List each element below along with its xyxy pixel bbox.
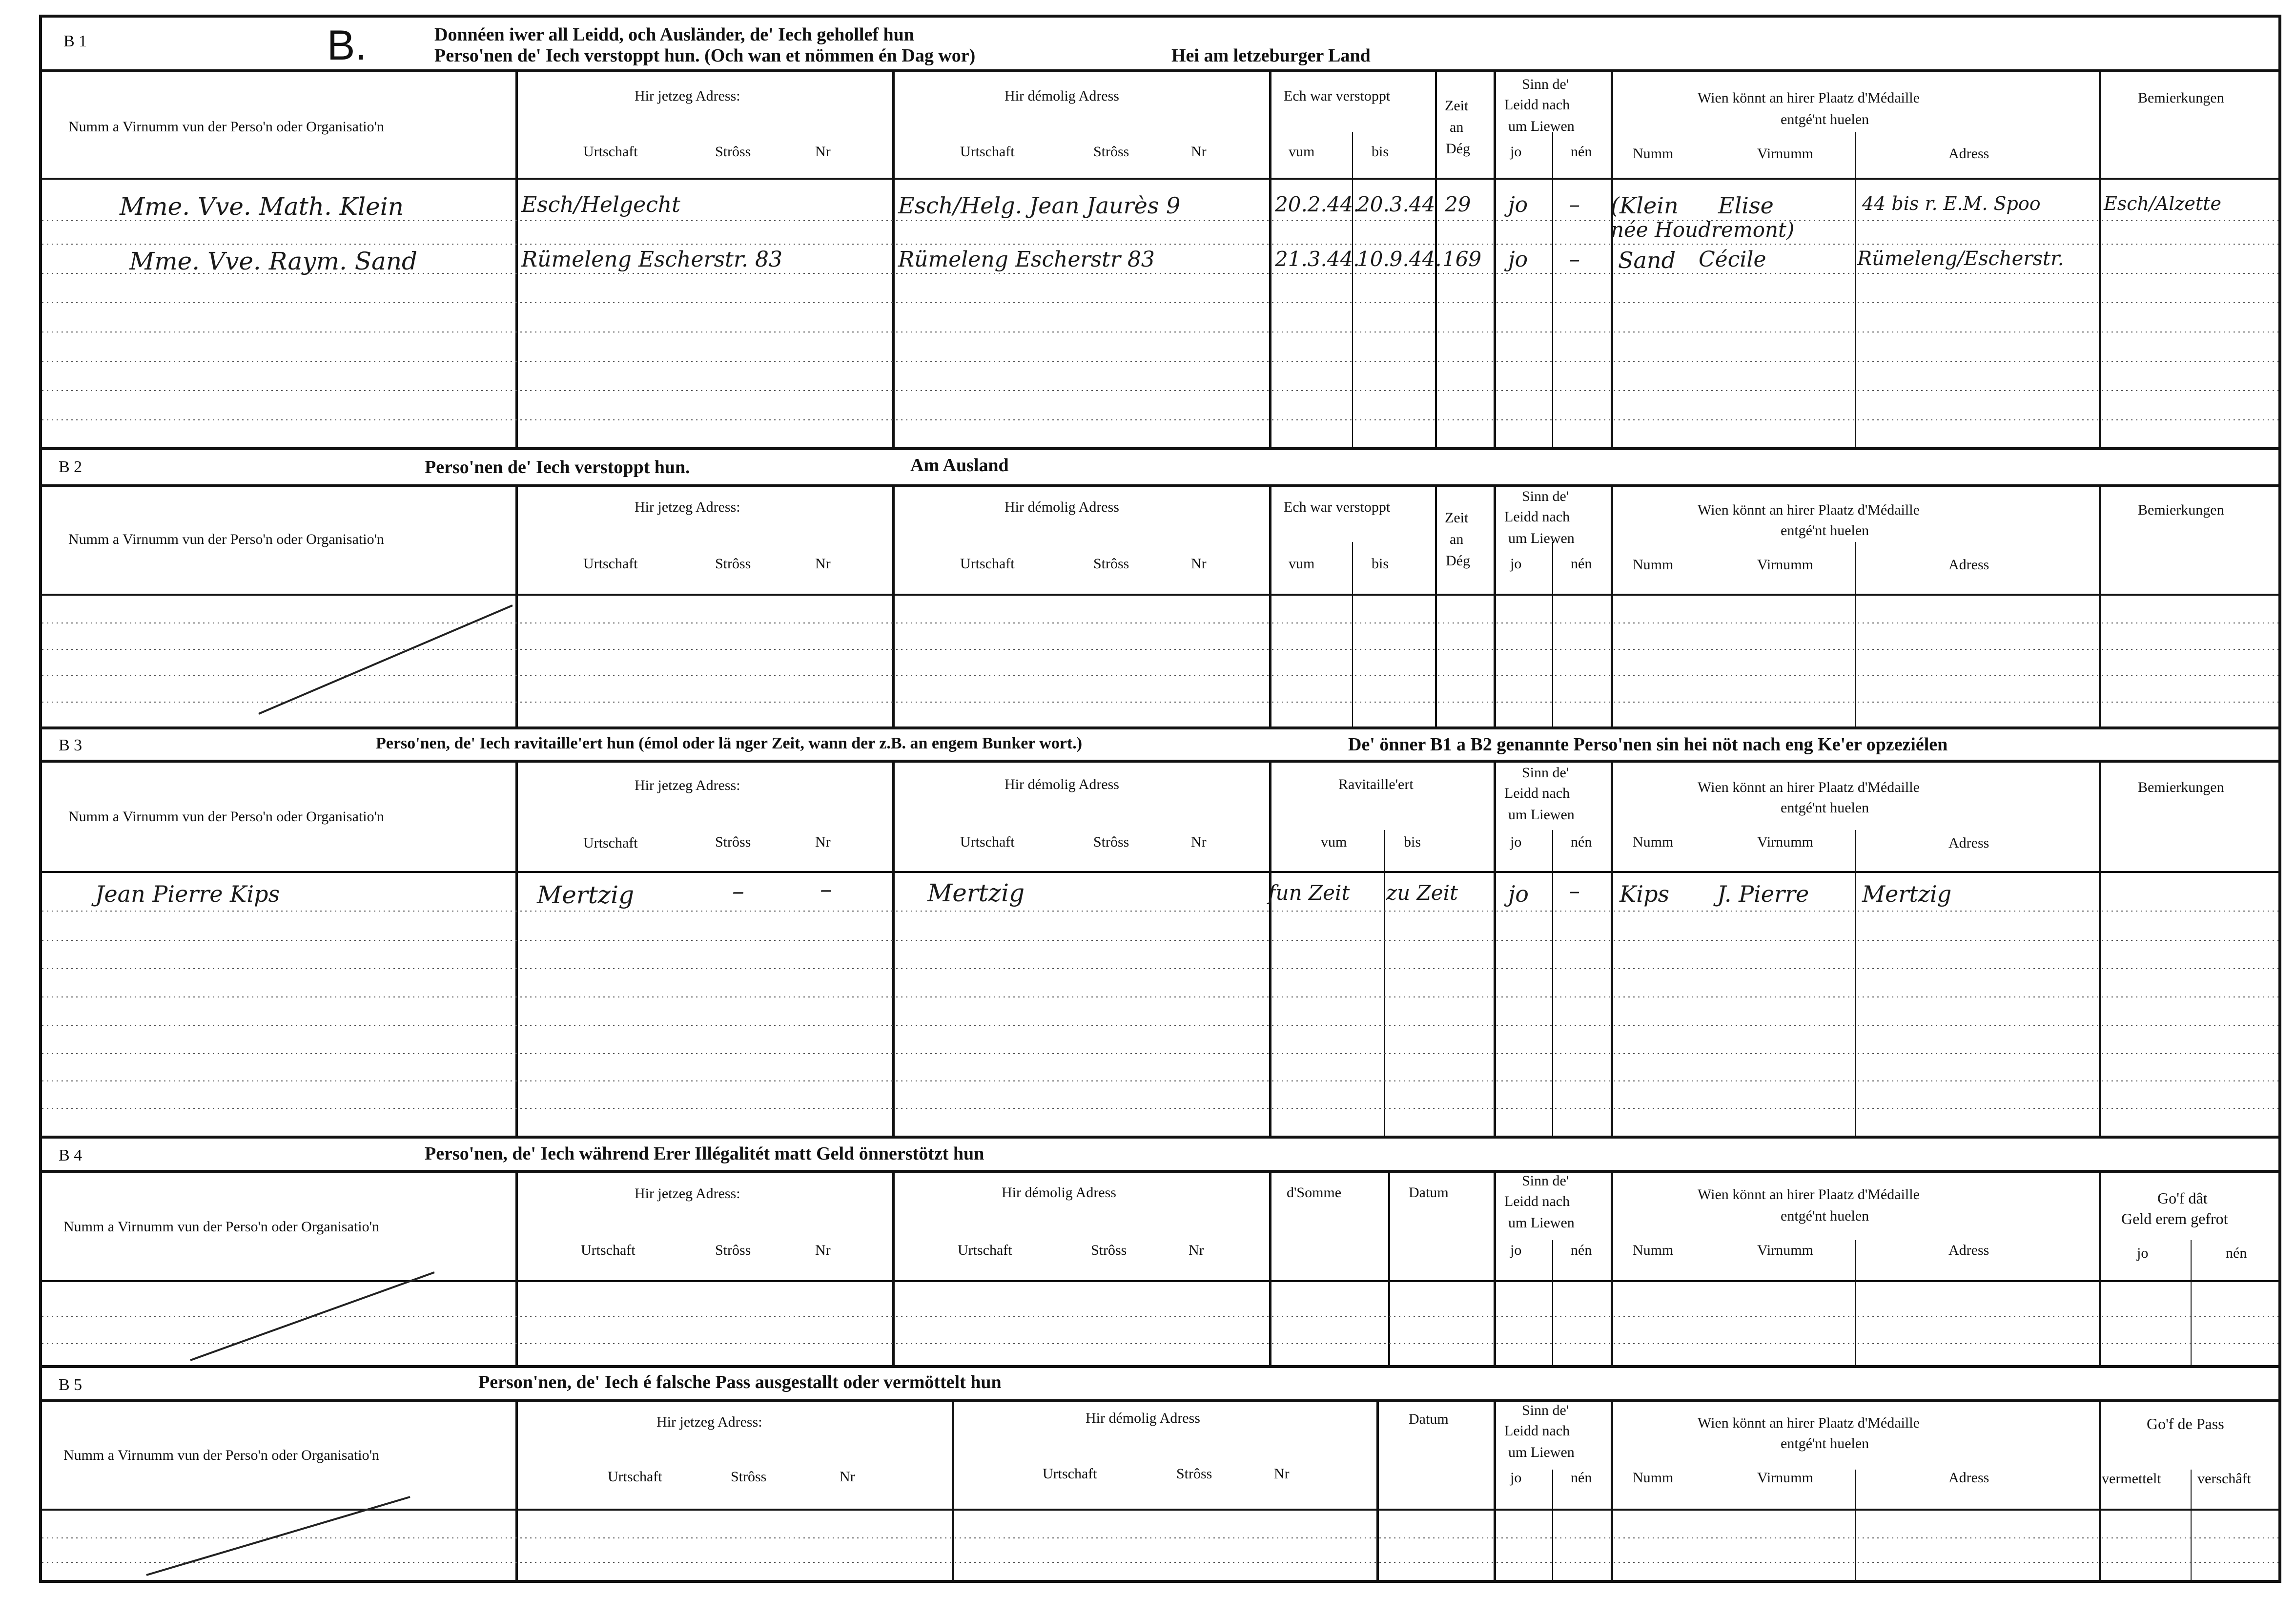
b1-head-jetzeg: Hir jetzeg Adress:	[635, 88, 740, 104]
b1-row1-jo: jo	[1508, 192, 1528, 217]
b1-row1-nen: –	[1569, 192, 1580, 217]
b4-section-id: B 4	[59, 1146, 82, 1164]
b1-head-urtschaft2: Urtschaft	[960, 144, 1015, 160]
b1-row2-name: Mme. Vve. Raym. Sand	[129, 247, 418, 275]
b1-title-extra: Hei am letzeburger Land	[1171, 45, 1371, 66]
b3-title-extra: De' önner B1 a B2 genannte Perso'nen sin hei nöt nach eng Ke'er opzeziélen	[1348, 734, 1948, 755]
b1-head-wien2: entgé'nt huelen	[1781, 111, 1869, 127]
b3-head-jo: jo	[1510, 834, 1522, 850]
b5-head-nr2: Nr	[1274, 1466, 1290, 1482]
b2-head-sinn2: Leidd nach	[1504, 509, 1570, 525]
b2-head-verstoppt: Ech war verstoppt	[1284, 499, 1391, 515]
b3-section-id: B 3	[59, 736, 82, 754]
b2-section-id: B 2	[59, 458, 82, 476]
b5-head-sinn3: um Liewen	[1508, 1444, 1575, 1460]
b2-head-zeit2: an	[1450, 531, 1464, 547]
b3-head-stross2: Strôss	[1093, 834, 1129, 850]
b5-head-jo: jo	[1510, 1470, 1522, 1486]
b1-row1-bis: 20.3.44	[1357, 192, 1435, 216]
b4-head-urtschaft2: Urtschaft	[958, 1242, 1012, 1258]
b2-head-numm-s: Numm	[1633, 557, 1674, 573]
b5-head-sinn1: Sinn de'	[1522, 1402, 1569, 1418]
b2-head-sinn3: um Liewen	[1508, 530, 1575, 546]
b1-row2-vum: 21.3.44.	[1275, 247, 1360, 271]
b3-head-vum: vum	[1321, 834, 1347, 850]
b4-head-wien2: entgé'nt huelen	[1781, 1208, 1869, 1224]
b1-row1-vum: 20.2.44.	[1275, 192, 1360, 216]
b3-row1-m-numm: Kips	[1620, 881, 1670, 907]
b1-row2-m-virnumm: Cécile	[1699, 247, 1766, 272]
b1-row1-m-adress: 44 bis r. E.M. Spoo	[1862, 193, 2041, 214]
b2-head-wien2: entgé'nt huelen	[1781, 522, 1869, 539]
b3-row1-jo: jo	[1508, 881, 1529, 907]
b2-head-virnumm: Virnumm	[1757, 557, 1813, 573]
b1-row2-m-numm: Sand	[1618, 247, 1676, 273]
b4-head-jetzeg: Hir jetzeg Adress:	[635, 1185, 740, 1202]
b3-head-nr2: Nr	[1191, 834, 1207, 850]
b1-row2-jo: jo	[1508, 247, 1528, 272]
b1-section-id: B 1	[63, 32, 87, 50]
b3-head-bemierk: Bemierkungen	[2138, 779, 2224, 795]
b1-head-sinn2: Leidd nach	[1504, 97, 1570, 113]
b1-title-line2: Perso'nen de' Iech verstoppt hun. (Och wan et nömmen én Dag wor)	[434, 45, 976, 66]
b1-head-demolig: Hir démolig Adress	[1004, 88, 1119, 104]
b1-row2-jetzeg: Rümeleng Escherstr. 83	[521, 247, 783, 272]
b1-head-bemierk: Bemierkungen	[2138, 90, 2224, 106]
b3-head-ravitaill: Ravitaille'ert	[1338, 776, 1414, 792]
b1-head-nen: nén	[1571, 144, 1592, 160]
b4-title: Perso'nen, de' Iech während Erer Illégalitét matt Geld önnerstötzt hun	[425, 1143, 984, 1164]
b5-section-id: B 5	[59, 1376, 82, 1394]
b2-head-urtschaft: Urtschaft	[583, 556, 638, 572]
b4-head-stross: Strôss	[715, 1242, 751, 1258]
b2-title-extra: Am Ausland	[910, 455, 1009, 476]
b5-head-stross: Strôss	[731, 1469, 767, 1485]
b1-head-zeit3: Dég	[1446, 141, 1470, 157]
b1-row2-zeit: 169	[1442, 247, 1482, 271]
b1-title-line1: Donnéen iwer all Leidd, och Ausländer, de' Iech gehollef hun	[434, 24, 914, 45]
b4-head-sinn2: Leidd nach	[1504, 1193, 1570, 1209]
b5-title: Person'nen, de' Iech é falsche Pass ausgestallt oder vermöttelt hun	[478, 1372, 1002, 1392]
b3-row1-m-adress: Mertzig	[1862, 881, 1952, 907]
b3-head-numm-s: Numm	[1633, 834, 1674, 850]
b3-title: Perso'nen, de' Iech ravitaille'ert hun (émol oder lä nger Zeit, wann der z.B. an engem Bunker wort.)	[376, 734, 1083, 752]
b3-head-sinn1: Sinn de'	[1522, 765, 1569, 781]
b4-head-numm-s: Numm	[1633, 1242, 1674, 1258]
b4-head-stross2: Strôss	[1091, 1242, 1127, 1258]
b1-head-jo: jo	[1510, 144, 1522, 160]
b2-head-jo: jo	[1510, 556, 1522, 572]
b4-head-geld-nen: nén	[2226, 1245, 2247, 1261]
b4-head-nr: Nr	[815, 1242, 831, 1258]
b2-head-zeit1: Zeit	[1445, 510, 1469, 526]
b5-head-urtschaft: Urtschaft	[608, 1469, 662, 1485]
b2-head-nen: nén	[1571, 556, 1592, 572]
b5-head-wien1: Wien könnt an hirer Plaatz d'Médaille	[1698, 1415, 1920, 1431]
b1-row1-m-numm: (Klein	[1611, 192, 1679, 219]
b4-head-urtschaft: Urtschaft	[581, 1242, 636, 1258]
b4-head-geld2: Geld erem gefrot	[2121, 1210, 2228, 1227]
b5-head-sinn2: Leidd nach	[1504, 1423, 1570, 1439]
b5-head-demolig: Hir démolig Adress	[1086, 1410, 1200, 1426]
b3-head-urtschaft2: Urtschaft	[960, 834, 1015, 850]
b5-head-nr: Nr	[840, 1469, 855, 1485]
b1-row2-bis: 10.9.44.	[1357, 247, 1442, 271]
b3-head-stross: Strôss	[715, 834, 751, 850]
b1-head-verstoppt: Ech war verstoppt	[1284, 88, 1391, 104]
b5-head-numm: Numm a Virnumm vun der Perso'n oder Organisatio'n	[63, 1447, 379, 1463]
b5-head-virnumm: Virnumm	[1757, 1470, 1813, 1486]
b1-row1-zeit: 29	[1445, 192, 1471, 216]
b5-head-urtschaft2: Urtschaft	[1043, 1466, 1097, 1482]
b4-head-demolig: Hir démolig Adress	[1002, 1184, 1116, 1201]
b1-row1-m-note: née Houdremont)	[1611, 218, 1795, 242]
b5-head-vermettelt: vermettelt	[2102, 1471, 2161, 1487]
b1-row1-bem: Esch/Alzette	[2104, 193, 2221, 214]
b5-head-jetzeg: Hir jetzeg Adress:	[656, 1414, 762, 1430]
b2-head-nr2: Nr	[1191, 556, 1207, 572]
b2-head-nr: Nr	[815, 556, 831, 572]
b3-head-nr: Nr	[815, 834, 831, 850]
b1-head-zeit2: an	[1450, 119, 1464, 135]
b2-head-wien1: Wien könnt an hirer Plaatz d'Médaille	[1698, 502, 1920, 518]
b1-head-sinn1: Sinn de'	[1522, 76, 1569, 92]
b4-head-nen: nén	[1571, 1242, 1592, 1258]
b5-head-wien2: entgé'nt huelen	[1781, 1435, 1869, 1452]
b1-row2-nen: –	[1569, 247, 1580, 272]
b4-head-sinn1: Sinn de'	[1522, 1173, 1569, 1189]
b5-head-verschaft: verschâft	[2197, 1471, 2251, 1487]
b1-head-vum: vum	[1289, 144, 1315, 160]
b1-head-stross2: Strôss	[1093, 144, 1129, 160]
b2-head-numm: Numm a Virnumm vun der Perso'n oder Organisatio'n	[68, 531, 384, 547]
b4-head-somme: d'Somme	[1287, 1184, 1342, 1201]
b1-row2-demolig: Rümeleng Escherstr 83	[898, 247, 1155, 272]
b1-row1-demolig: Esch/Helg. Jean Jaurès 9	[898, 192, 1181, 219]
b1-row1-jetzeg: Esch/Helgecht	[521, 192, 680, 217]
b1-row2-m-adress: Rümeleng/Escherstr.	[1857, 248, 2064, 270]
b2-title: Perso'nen de' Iech verstoppt hun.	[425, 457, 690, 477]
b2-head-bemierk: Bemierkungen	[2138, 502, 2224, 518]
b3-head-adress: Adress	[1948, 835, 1989, 851]
b1-head-nr2: Nr	[1191, 144, 1207, 160]
b2-head-zeit3: Dég	[1446, 553, 1470, 569]
b4-head-wien1: Wien könnt an hirer Plaatz d'Médaille	[1698, 1186, 1920, 1203]
b1-head-numm: Numm a Virnumm vun der Perso'n oder Organisatio'n	[68, 119, 384, 135]
b1-head-virnumm: Virnumm	[1757, 145, 1813, 162]
b4-head-datum: Datum	[1409, 1184, 1449, 1201]
b3-head-sinn2: Leidd nach	[1504, 785, 1570, 801]
b2-head-urtschaft2: Urtschaft	[960, 556, 1015, 572]
b2-head-jetzeg: Hir jetzeg Adress:	[635, 499, 740, 515]
b1-head-sinn3: um Liewen	[1508, 118, 1575, 134]
b3-row1-jetzeg-nr: –	[820, 875, 832, 903]
b4-head-sinn3: um Liewen	[1508, 1215, 1575, 1231]
b1-head-wien1: Wien könnt an hirer Plaatz d'Médaille	[1698, 90, 1920, 106]
b4-head-nr2: Nr	[1189, 1242, 1204, 1258]
b3-head-virnumm: Virnumm	[1757, 834, 1813, 850]
b4-head-jo: jo	[1510, 1242, 1522, 1258]
b3-head-demolig: Hir démolig Adress	[1004, 776, 1119, 792]
b3-head-bis: bis	[1404, 834, 1421, 850]
b3-head-jetzeg: Hir jetzeg Adress:	[635, 777, 740, 793]
b5-head-numm-s: Numm	[1633, 1470, 1674, 1486]
b1-head-nr: Nr	[815, 144, 831, 160]
b3-row1-vum: fun Zeit	[1268, 881, 1350, 905]
b5-strike-line	[146, 1497, 410, 1575]
b2-head-vum: vum	[1289, 556, 1315, 572]
b4-head-geld1: Go'f dât	[2157, 1189, 2208, 1207]
b5-head-stross2: Strôss	[1176, 1466, 1212, 1482]
b4-head-geld-jo: jo	[2137, 1245, 2149, 1261]
b2-head-stross2: Strôss	[1093, 556, 1129, 572]
b1-head-stross: Strôss	[715, 144, 751, 160]
b3-head-wien2: entgé'nt huelen	[1781, 800, 1869, 816]
b1-row1-name: Mme. Vve. Math. Klein	[120, 192, 404, 221]
b3-head-numm: Numm a Virnumm vun der Perso'n oder Organisatio'n	[68, 809, 384, 825]
b3-row1-m-virnumm: J. Pierre	[1717, 881, 1809, 907]
b1-head-bis: bis	[1372, 144, 1389, 160]
b2-head-adress: Adress	[1948, 557, 1989, 573]
b3-head-wien1: Wien könnt an hirer Plaatz d'Médaille	[1698, 779, 1920, 795]
b3-row1-nen: –	[1569, 879, 1580, 904]
b1-row1-m-virnumm: Elise	[1718, 192, 1774, 219]
b1-head-adress: Adress	[1948, 145, 1989, 162]
b3-row1-demolig: Mertzig	[927, 879, 1025, 907]
b3-row1-jetzeg: Mertzig	[537, 881, 635, 909]
b2-head-demolig: Hir démolig Adress	[1004, 499, 1119, 515]
b3-head-sinn3: um Liewen	[1508, 807, 1575, 823]
b3-row1-jetzeg-stross: –	[732, 877, 744, 905]
b4-head-adress: Adress	[1948, 1242, 1989, 1258]
b1-section-letter: B.	[327, 22, 367, 69]
b5-head-adress: Adress	[1948, 1470, 1989, 1486]
b1-head-zeit1: Zeit	[1445, 98, 1469, 114]
b5-head-datum: Datum	[1409, 1411, 1449, 1427]
b3-head-urtschaft: Urtschaft	[583, 835, 638, 851]
b1-head-numm-s: Numm	[1633, 145, 1674, 162]
b2-head-bis: bis	[1372, 556, 1389, 572]
b5-head-pass: Go'f de Pass	[2147, 1415, 2224, 1432]
b5-head-nen: nén	[1571, 1470, 1592, 1486]
b3-row1-name: Jean Pierre Kips	[95, 881, 280, 907]
b1-head-urtschaft: Urtschaft	[583, 144, 638, 160]
b4-head-numm: Numm a Virnumm vun der Perso'n oder Organisatio'n	[63, 1219, 379, 1235]
b3-head-nen: nén	[1571, 834, 1592, 850]
b2-head-stross: Strôss	[715, 556, 751, 572]
b2-head-sinn1: Sinn de'	[1522, 488, 1569, 504]
b3-row1-bis: zu Zeit	[1386, 881, 1458, 905]
b4-head-virnumm: Virnumm	[1757, 1242, 1813, 1258]
